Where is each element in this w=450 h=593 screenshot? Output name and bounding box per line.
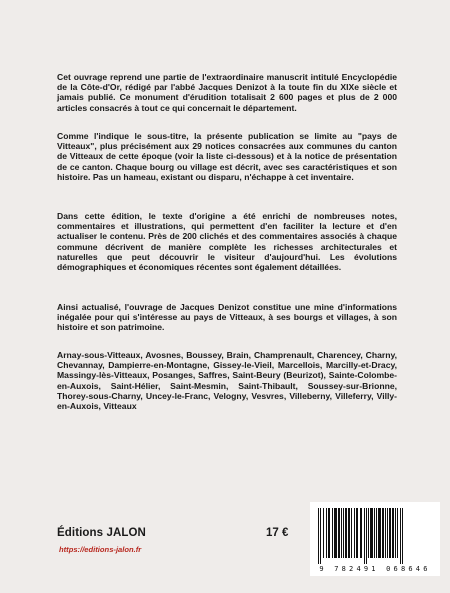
barcode-bar bbox=[370, 508, 373, 558]
barcode-bar bbox=[360, 508, 362, 558]
barcode-bar bbox=[328, 508, 330, 558]
barcode-bar bbox=[356, 508, 358, 558]
description-paragraph-3: Dans cette édition, le texte d'origine a été enrichi de nombreuses notes, commentaires et illustrations, qui permettent d'en faciliter la lecture et d'en actualiser le contenu. Près de 200 clichés et des commentaires associés à chaque commune décrivent de manière complète les richesses architecturales et naturelles que peut découvrir le visiteur d'aujourd'hui. Les évolutions démographiques et économiques récentes sont également détaillées. bbox=[57, 211, 397, 273]
barcode-bar bbox=[351, 508, 352, 558]
barcode-bar bbox=[366, 508, 367, 564]
barcode-bar bbox=[334, 508, 337, 558]
barcode-bar bbox=[395, 508, 396, 558]
barcode-bar bbox=[374, 508, 375, 558]
description-paragraph-1: Cet ouvrage reprend une partie de l'extraordinaire manuscrit intitulé Encyclopédie de la Côte-d'Or, rédigé par l'abbé Jacques Denizot à la toute fin du XIXe siècle et jamais publié. Ce monument d'érudition totalisait 2 600 pages et plus de 2 000 articles consacrés à tout ce qui concernait le département. bbox=[57, 72, 397, 113]
barcode-bar bbox=[320, 508, 321, 564]
barcode-bar bbox=[326, 508, 327, 558]
barcode-bar bbox=[332, 508, 333, 558]
barcode-bar bbox=[402, 508, 403, 564]
description-paragraph-2: Comme l'indique le sous-titre, la présente publication se limite au "pays de Vitteaux", plus précisément aux 29 notices consacrées aux communes du canton de Vitteaux de cette époque (voir la liste ci-dessous) et à la notice de présentation de ce canton. Chaque bourg ou village est décrit, avec ses caractéristiques et son histoire. Pas un hameau, existant ou disparu, n'échappe à cet inventaire. bbox=[57, 131, 397, 182]
barcode-bar bbox=[382, 508, 384, 558]
barcode-bar bbox=[364, 508, 365, 564]
barcode-bar bbox=[341, 508, 342, 558]
barcode-bar bbox=[378, 508, 381, 558]
barcode-bar bbox=[368, 508, 369, 558]
publisher-name: Éditions JALON bbox=[57, 527, 146, 539]
barcode-bar bbox=[400, 508, 401, 564]
barcode-bar bbox=[389, 508, 391, 558]
barcode-bar bbox=[376, 508, 377, 558]
barcode-bar bbox=[387, 508, 388, 558]
price-label: 17 € bbox=[266, 527, 289, 539]
isbn-digits: 9 782491 068646 bbox=[319, 565, 431, 573]
barcode-bar bbox=[343, 508, 344, 558]
isbn-barcode bbox=[310, 502, 440, 576]
communes-list: Arnay-sous-Vitteaux, Avosnes, Boussey, Brain, Champrenault, Charencey, Charny, Chevannay, Dampierre-en-Montagne, Gissey-le-Vieil, Marcellois, Marcilly-et-Dracy, Massingy-lès-Vitteaux, Posanges, Saffres, Saint-Beury (Beurizot), Sainte-Colombe-en-Auxois, Saint-Hélier, Saint-Mesmin, Saint-Thibault, Soussey-sur-Brionne, Thorey-sous-Charny, Uncey-le-Franc, Velogny, Vesvres, Villeberny, Villeferry, Villy-en-Auxois, Vitteaux bbox=[57, 350, 397, 412]
barcode-bar bbox=[348, 508, 350, 558]
barcode-bar bbox=[385, 508, 386, 558]
barcode-bar bbox=[397, 508, 398, 558]
barcode-bar bbox=[354, 508, 355, 558]
barcode-bar bbox=[323, 508, 324, 558]
barcode-bars bbox=[310, 502, 440, 566]
description-paragraph-4: Ainsi actualisé, l'ouvrage de Jacques Denizot constitue une mine d'informations inégalée pour qui s'intéresse au pays de Vitteaux, à ses bourgs et villages, à son histoire et son patrimoine. bbox=[57, 302, 397, 333]
barcode-bar bbox=[338, 508, 340, 558]
barcode-bar bbox=[318, 508, 319, 564]
publisher-url[interactable]: https://editions-jalon.fr bbox=[59, 545, 142, 554]
barcode-bar bbox=[345, 508, 347, 558]
barcode-bar bbox=[392, 508, 394, 558]
